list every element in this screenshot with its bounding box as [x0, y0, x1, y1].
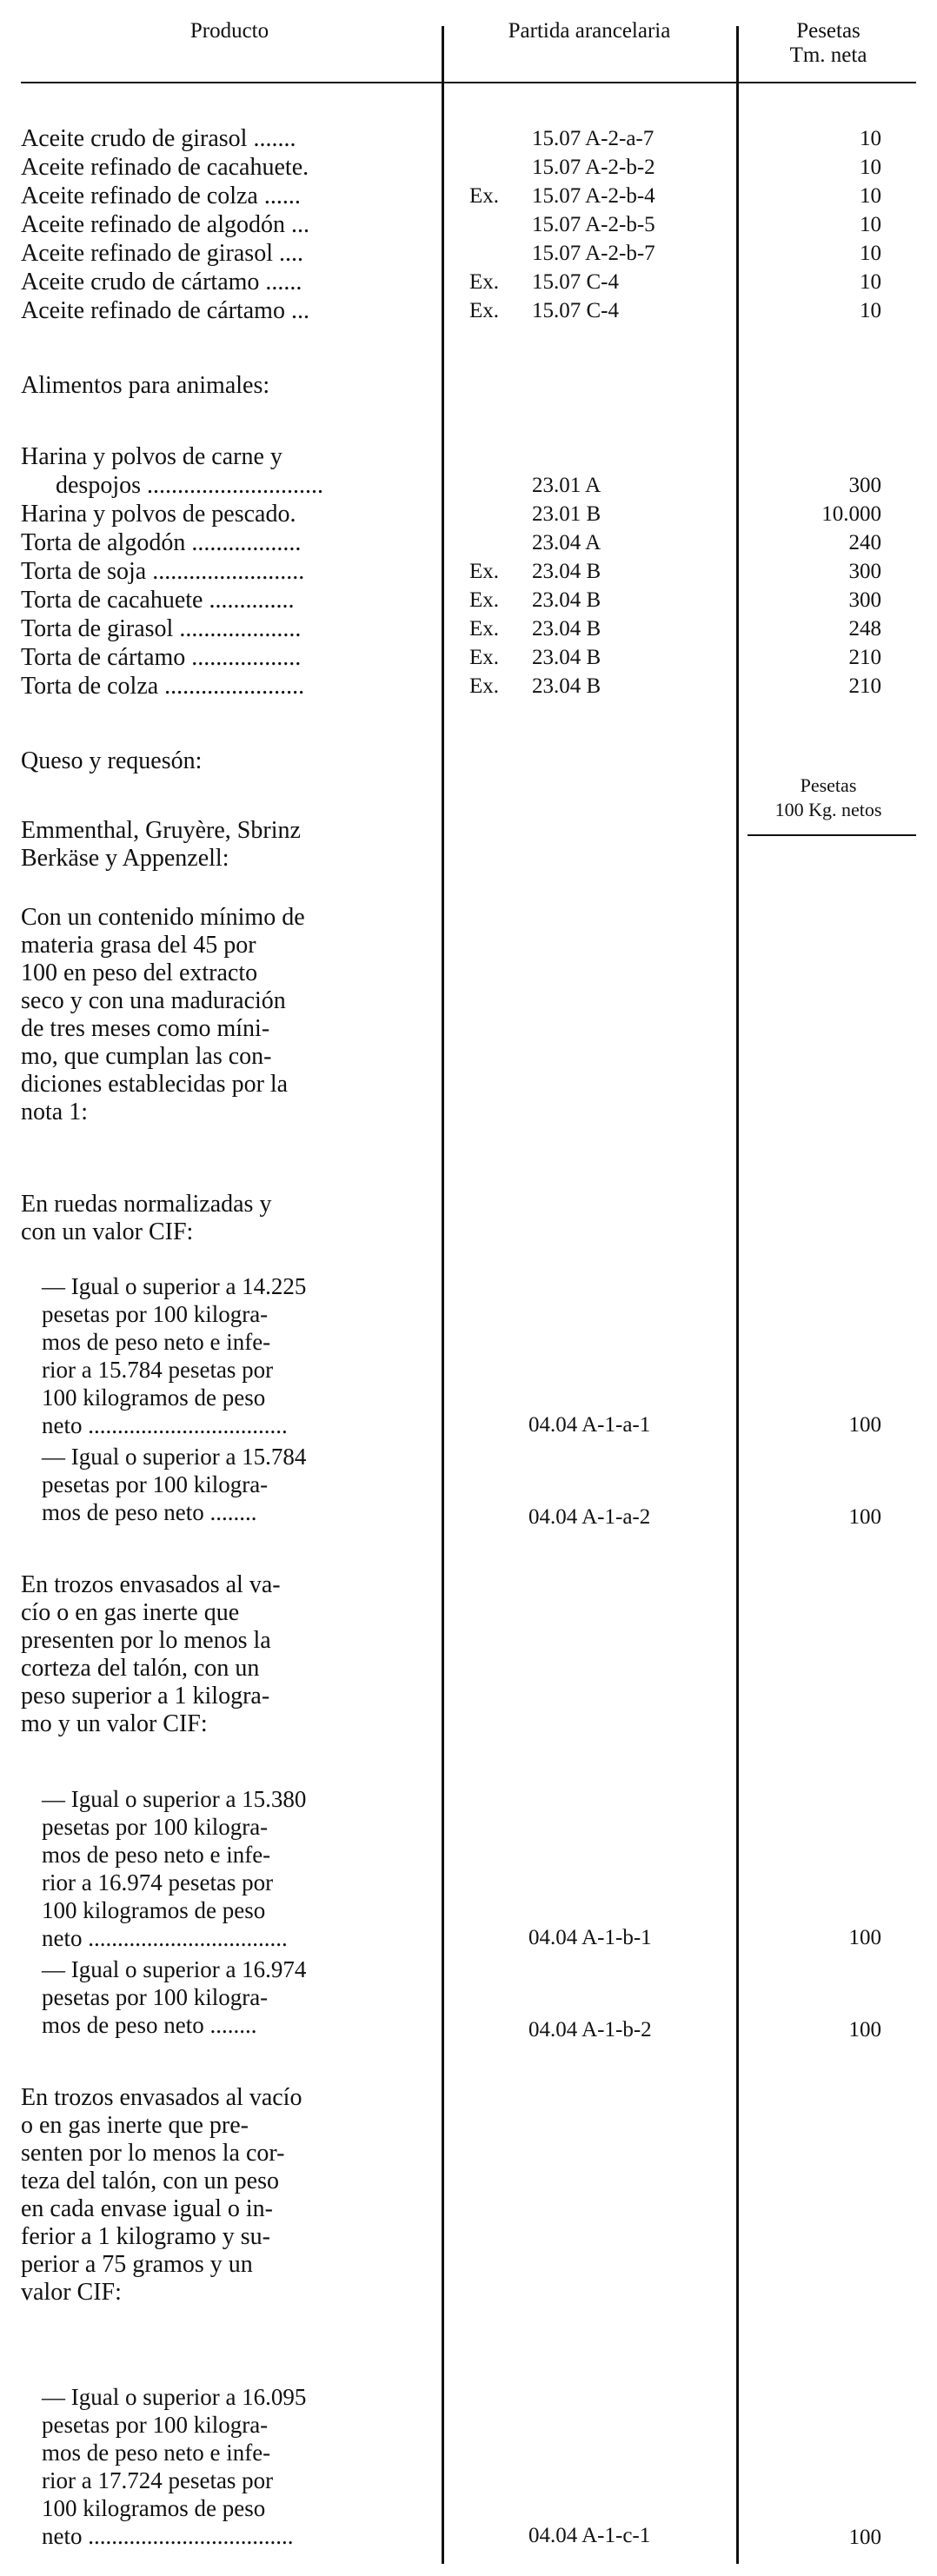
- alimento-code: 23.04 B: [532, 646, 601, 669]
- alimento-code: 23.04 B: [532, 560, 601, 583]
- alimento-code: 23.04 B: [532, 617, 601, 641]
- alimento-code: 23.01 A: [532, 474, 601, 497]
- aceite-label: Aceite crudo de cártamo ......: [21, 269, 302, 295]
- trozos1-item-text: — Igual o superior a 15.380 pesetas por 100 kilogra- mos de peso neto e infe- rior a 16.974 pesetas por 100 kilogramos de peso neto ..................................: [42, 1786, 307, 1951]
- alimento-value: 210: [848, 646, 881, 669]
- ruedas-text: En ruedas normalizadas y con un valor CIF:: [21, 1191, 272, 1245]
- trozos2-item-code: 04.04 A-1-c-1: [528, 2524, 651, 2547]
- alimento-value: 300: [848, 588, 881, 612]
- alimento-label: Torta de girasol ....................: [21, 615, 302, 642]
- alimento-label: Torta de cacahuete ..............: [21, 587, 295, 614]
- aceite-ex: Ex.: [469, 270, 500, 294]
- alimento-label: Torta de colza .......................: [21, 673, 305, 700]
- column-divider-left: [442, 26, 444, 2564]
- alimento-ex: Ex.: [469, 646, 500, 669]
- header-partida: Partida arancelaria: [508, 19, 671, 43]
- harina-line1: Harina y polvos de carne y: [21, 443, 282, 470]
- aceite-value: 10: [860, 242, 881, 265]
- column-divider-right: [736, 26, 739, 2564]
- aceite-value: 10: [860, 127, 881, 150]
- alimento-ex: Ex.: [469, 674, 500, 698]
- alimento-code: 23.04 B: [532, 674, 601, 698]
- alimento-value: 300: [848, 560, 881, 583]
- alimento-ex: Ex.: [469, 588, 500, 612]
- aceite-label: Aceite refinado de cacahuete.: [21, 154, 309, 181]
- aceite-code: 15.07 A-2-b-7: [532, 242, 655, 265]
- aceite-label: Aceite refinado de girasol ....: [21, 240, 303, 267]
- contenido-text: Con un contenido mínimo de materia grasa del 45 por 100 en peso del extracto seco y con una maduración de tres meses como míni- mo, que cumplan las con- diciones establecidas por la nota 1:: [21, 904, 305, 1125]
- aceite-code: 15.07 C-4: [532, 270, 619, 294]
- ruedas-item-text: — Igual o superior a 14.225 pesetas por 100 kilogra- mos de peso neto e infe- rior a 15.784 pesetas por 100 kilogramos de peso neto ..................................: [42, 1273, 307, 1438]
- alimento-label: Torta de cártamo ..................: [21, 644, 302, 671]
- queso-heading: Queso y requesón:: [21, 747, 203, 774]
- alimento-value: 10.000: [821, 502, 881, 526]
- alimento-code: 23.01 B: [532, 502, 601, 526]
- aceite-value: 10: [860, 299, 881, 322]
- alimento-ex: Ex.: [469, 560, 500, 583]
- ruedas-item-value: 100: [848, 1413, 881, 1437]
- aceite-value: 10: [860, 184, 881, 208]
- trozos1-item-code: 04.04 A-1-b-1: [528, 1926, 652, 1949]
- aceite-code: 15.07 C-4: [532, 299, 619, 322]
- aceite-label: Aceite crudo de girasol .......: [21, 125, 296, 152]
- aceite-label: Aceite refinado de algodón ...: [21, 211, 309, 238]
- aceite-label: Aceite refinado de colza ......: [21, 183, 301, 209]
- aceite-code: 15.07 A-2-a-7: [532, 127, 655, 150]
- trozos1-item-text: — Igual o superior a 16.974 pesetas por 100 kilogra- mos de peso neto ........: [42, 1956, 307, 2038]
- alimento-ex: Ex.: [469, 617, 500, 641]
- header-pesetas: Pesetas Tm. neta: [789, 19, 867, 67]
- aceite-code: 15.07 A-2-b-4: [532, 184, 655, 208]
- aceite-value: 10: [860, 213, 881, 236]
- trozos2-item-value: 100: [848, 2526, 881, 2549]
- trozos1-item-code: 04.04 A-1-b-2: [528, 2018, 652, 2042]
- alimento-value: 240: [848, 531, 881, 554]
- alimento-code: 23.04 B: [532, 588, 601, 612]
- aceite-value: 10: [860, 270, 881, 294]
- ruedas-item-code: 04.04 A-1-a-2: [528, 1505, 651, 1529]
- alimento-value: 248: [848, 617, 881, 641]
- queso-unit-rule: [748, 834, 916, 836]
- ruedas-item-text: — Igual o superior a 15.784 pesetas por 100 kilogra- mos de peso neto ........: [42, 1444, 307, 1525]
- ruedas-item-value: 100: [848, 1505, 881, 1529]
- aceite-label: Aceite refinado de cártamo ...: [21, 297, 309, 324]
- alimento-value: 300: [848, 474, 881, 497]
- alimento-label: Harina y polvos de pescado.: [21, 501, 296, 528]
- trozos1-item-value: 100: [848, 2018, 881, 2042]
- emmenthal-text: Emmenthal, Gruyère, Sbrinz Berkäse y Appenzell:: [21, 817, 301, 872]
- trozos1-text: En trozos envasados al va- cío o en gas inerte que presenten por lo menos la corteza del talón, con un peso superior a 1 kilogra- mo y un valor CIF:: [21, 1571, 281, 1737]
- alimento-label: Torta de soja .........................: [21, 558, 305, 585]
- alimentos-heading: Alimentos para animales:: [21, 372, 270, 399]
- aceite-ex: Ex.: [469, 184, 500, 208]
- trozos2-item-text: — Igual o superior a 16.095 pesetas por 100 kilogra- mos de peso neto e infe- rior a 17.724 pesetas por 100 kilogramos de peso neto ...................................: [42, 2384, 307, 2549]
- aceite-ex: Ex.: [469, 299, 500, 322]
- trozos2-text: En trozos envasados al vacío o en gas inerte que pre- senten por lo menos la cor- teza del talón, con un peso en cada envase igual o in- ferior a 1 kilogramo y su- perior a 75 gramos y un valor CIF:: [21, 2084, 302, 2306]
- alimento-value: 210: [848, 674, 881, 698]
- alimento-label: Torta de algodón ..................: [21, 529, 302, 556]
- ruedas-item-code: 04.04 A-1-a-1: [528, 1413, 651, 1437]
- header-producto: Producto: [189, 19, 269, 43]
- aceite-code: 15.07 A-2-b-5: [532, 213, 655, 236]
- aceite-value: 10: [860, 156, 881, 179]
- trozos1-item-value: 100: [848, 1926, 881, 1949]
- header-rule: [21, 82, 916, 83]
- harina-line2: despojos .............................: [56, 472, 323, 499]
- queso-unit-header: Pesetas 100 Kg. netos: [774, 774, 882, 820]
- aceite-code: 15.07 A-2-b-2: [532, 156, 655, 179]
- alimento-code: 23.04 A: [532, 531, 601, 554]
